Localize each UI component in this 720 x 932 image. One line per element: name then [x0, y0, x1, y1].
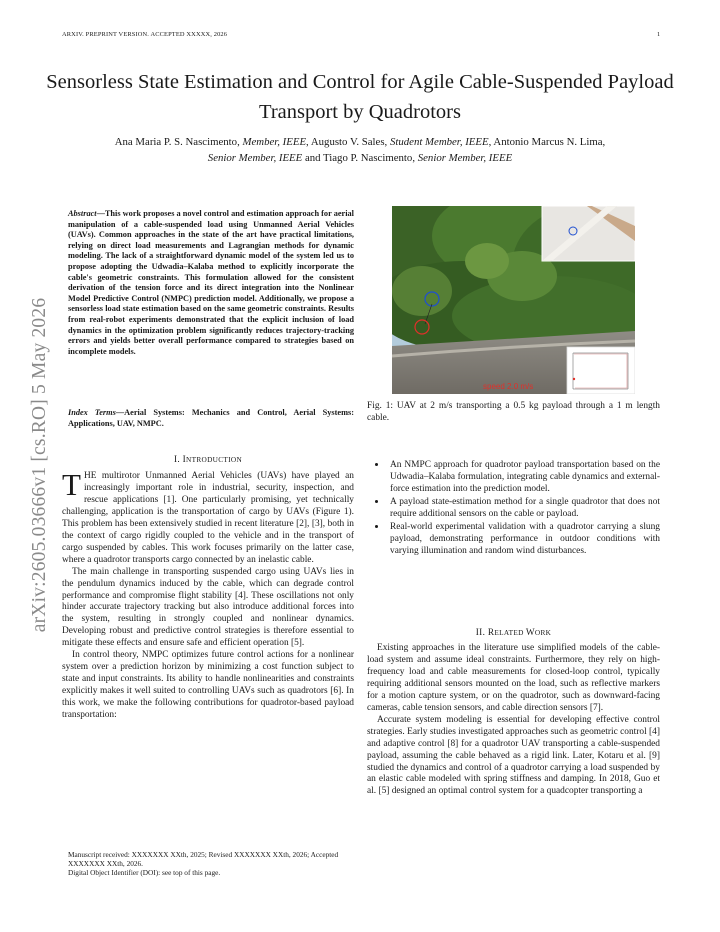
figure-speed-label: speed 2.0 m/s: [483, 382, 534, 391]
figure-1-caption: Fig. 1: UAV at 2 m/s transporting a 0.5 kg payload through a 1 m length cable.: [367, 401, 660, 423]
section-smallcaps: ORK: [534, 628, 552, 637]
abstract-lead: Abstract: [68, 209, 97, 218]
intro-paragraph-3: In control theory, NMPC optimizes future control actions for a nonlinear system over a prediction horizon by minimizing a cost function subject to state and input constraints. Its ability to handle nonlinearities and constraints explicitly makes it well suited to controlling UAVs such as quadrotors [6]. In this work, we make the following contributions for quadrotor-based payload transportation:: [62, 650, 354, 721]
arxiv-side-stamp: arXiv:2605.03666v1 [cs.RO] 5 May 2026: [29, 297, 50, 633]
drop-cap: T: [62, 467, 81, 502]
section-numeral: II.: [475, 628, 488, 638]
introduction-body: [62, 467, 354, 722]
author-d: and Tiago P. Nascimento,: [302, 152, 418, 164]
section-heading-related-work: [367, 628, 660, 638]
intro-paragraph-1: [62, 467, 354, 567]
section-heading-introduction: [62, 455, 354, 465]
footnote: [62, 850, 354, 878]
figure-1-photo: [392, 206, 635, 394]
author-b: , Augusto V. Sales,: [306, 136, 390, 148]
section-initial: W: [525, 628, 535, 638]
index-terms: [62, 408, 354, 429]
contributions-list: [367, 459, 660, 558]
author-a-role: Member, IEEE: [242, 136, 307, 148]
section-initial: I: [182, 455, 187, 465]
section-smallcaps: ELATED: [494, 628, 526, 637]
section-smallcaps: NTRODUCTION: [186, 455, 243, 464]
related-paragraph-1: Existing approaches in the literature use simplified models of the cable-load system and assume ideal constraints. Furthermore, they rely on high-frequency load and cable measurements for closed-loop control, typically requiring additional sensors mounted on the load, such as reflective markers for a motion capture system, or on the quadrotor, such as downward-facing cameras, cable tension sensors, and cable direction sensors [7].: [367, 643, 660, 713]
index-terms-lead: Index Terms: [68, 408, 116, 417]
author-d-role: Senior Member, IEEE: [417, 152, 513, 164]
page-number: 1: [657, 31, 661, 38]
author-c: , Antonio Marcus N. Lima,: [488, 136, 606, 148]
footnote-manuscript: Manuscript received: XXXXXXX XXth, 2025; Revised XXXXXXX XXth, 2026; Accepted XXXXXXX XXth, 2026.: [68, 850, 339, 869]
contribution-item: • Real-world experimental validation with a quadrotor carrying a slung payload, demonstrating performance in outdoor conditions with varying illumination and random wind disturbances.: [387, 521, 660, 558]
footnote-doi: Digital Object Identifier (DOI): see top of this page.: [68, 868, 221, 878]
section-initial: R: [487, 628, 495, 638]
section-numeral: I.: [173, 455, 183, 465]
figure-1-illustration: [392, 206, 635, 394]
author-c-role: Senior Member, IEEE: [207, 152, 303, 164]
related-paragraph-2: Accurate system modeling is essential for developing effective control strategies. Early studies investigated approaches such as geometric control [4] and adaptive control [8] for a quadrotor UAV transporting a cable-suspended payload, assuming the cable behaved as a rigid link. Later, Kotaru et al. [9] studied the dynamics and control of a quadrotor carrying a load suspended by an elastic cable modeled with spring stiffness and damping. In 2018, Guo et al. [5] designed an optimal control system for a quadcopter transporting a: [367, 714, 660, 797]
author-a: Ana Maria P. S. Nascimento,: [114, 136, 243, 148]
intro-paragraph-2: The main challenge in transporting suspended cargo using UAVs lies in the pendulum dynamics induced by the cable, which can degrade control performance and compromise flight stability [4]. These oscillations not only hinder accurate trajectory tracking but also introduce additional forces into the system, resulting in strongly coupled and nonlinear dynamics. Developing robust and predictive control strategies is therefore essential to mitigate these effects and ensure safe and efficient operation [5].: [62, 566, 354, 649]
abstract: [62, 209, 354, 357]
author-list: [52, 134, 668, 166]
intro-paragraph-1-text: HE multirotor Unmanned Aerial Vehicles (UAVs) have played an increasingly important role in industrial, security, inspection, and rescue applications [1]. One particularly promising, yet technically challenging, application is the transportation of cargo by UAVs (Figure 1). This problem has been extensively studied in recent literature [2], [3], both in the context of cargo rigidly coupled to the vehicle and in the transport of cargo suspended by cables. This work focuses primarily on the latter case, where a quadrotor transports cargo connected by an inelastic cable.: [62, 471, 354, 565]
abstract-text: —This work proposes a novel control and estimation approach for aerial manipulation of a cable-suspended load using Unmanned Aerial Vehicles (UAVs). Common approaches in the state of the art have practical limitations, relying on direct load measurements and Lagrangian methods for dynamic modeling. The lack of a straightforward dynamic model of the system led us to propose adopting the Udwadia–Kalaba method to explicitly incorporate the cable's geometric constraints. This formulation allowed for the consistent derivation of the tension force and its direct integration into the Nonlinear Model Predictive Control (NMPC) prediction model. Additionally, we propose a sensorless load state estimation based on the same geometric constraints. Results from real-robot experiments demonstrated that the explicit inclusion of load dynamics in the optimization problem significantly reduces trajectory-tracking errors and yields better overall performance compared to strategies based on incomplete models.: [68, 209, 354, 356]
related-work-body: [367, 643, 660, 798]
paper-title: Sensorless State Estimation and Control for Agile Cable-Suspended Payload Transport by Quadrotors: [46, 71, 674, 123]
contribution-item: • A payload state-estimation method for a single quadrotor that does not require additional sensors on the cable or payload.: [387, 496, 660, 521]
author-b-role: Student Member, IEEE: [389, 136, 489, 148]
running-head: ARXIV. PREPRINT VERSION. ACCEPTED XXXXX, 2026: [62, 31, 228, 38]
index-terms-text: —Aerial Systems: Mechanics and Control, Aerial Systems: Applications, UAV, NMPC.: [68, 408, 354, 428]
contribution-item: • An NMPC approach for quadrotor payload transportation based on the Udwadia–Kalaba formulation, integrating cable dynamics and external-force estimation into the prediction model.: [387, 459, 660, 496]
